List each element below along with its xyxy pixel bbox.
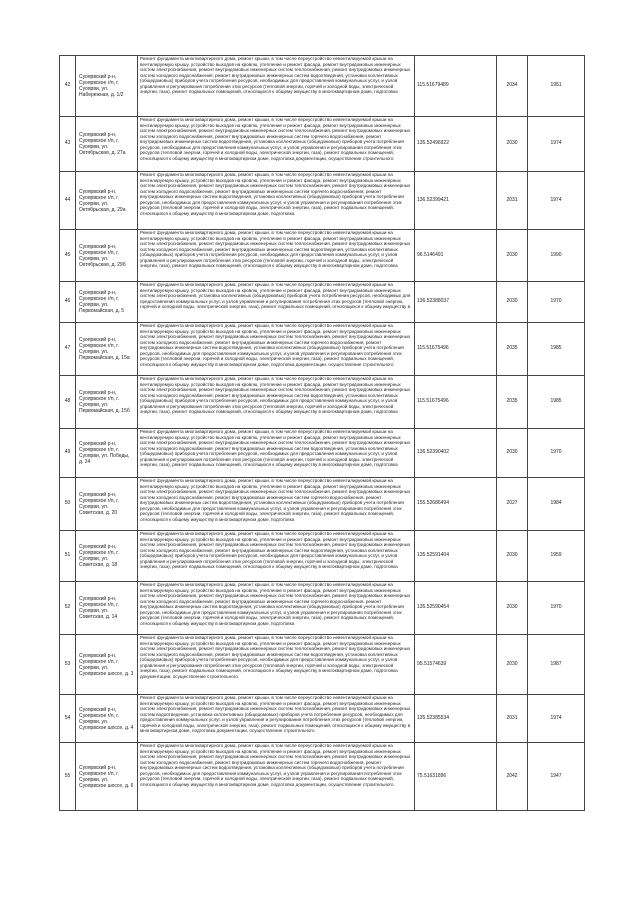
row-number-cell: 55 <box>60 743 76 811</box>
works-description-cell: Ремонт фундамента многоквартирного дома, ремонт крыши, в том числе переустройство невентилируемой крыши на вентилируемую крышу, устройство выходов на кровлю, утепление и ремонт фасада, ремонт внутридомовых инженерных систем электроснабжения, ремонт внутридомовых инженерных систем теплоснабжения, ремонт внутридомовых инженерных систем холодного водоснабжения, ремонт внутридомовых инженерных систем водоотведения, установка коллективных (общедомовых) приборов учета потребления ресурсов, необходимых для предоставления коммунальных услуг, и узлов управления и регулирования потребления этих ресурсов (тепловой энергии, горячей и холодной воды, электрической энергии, газа), ремонт подвальных помещений, относящихся к общему имуществу в многоквартирном доме, подготовка <box>138 531 415 582</box>
house-code-cell: 96.5146491 <box>415 230 497 282</box>
built-year-cell: 1974 <box>528 695 585 743</box>
table-row <box>60 582 585 635</box>
works-description-cell: Ремонт фундамента многоквартирного дома, ремонт крыши, в том числе переустройство невентилируемой крыши на вентилируемую крышу, устройство выходов на кровлю, утепление и ремонт фасада, ремонт внутридомовых инженерных систем электроснабжения, ремонт внутридомовых инженерных систем теплоснабжения, ремонт внутридомовых инженерных систем холодного водоснабжения, ремонт внутридомовых инженерных систем горячего водоснабжения, ремонт внутридомовых инженерных систем водоотведения, установка коллективных (общедомовых) приборов учета потребления ресурсов, необходимых для предоставления коммунальных услуг, и узлов управления и регулирования потребления этих ресурсов (тепловой энергии, горячей и холодной воды, электрической энергии, газа), ремонт подвальных помещений, относящихся к общему имуществу в многоквартирном доме, подготовка документации, осуществление строительного <box>138 323 415 376</box>
row-number-cell: 43 <box>60 117 76 172</box>
row-number-cell: 50 <box>60 478 76 531</box>
built-year-cell: 1970 <box>528 429 585 478</box>
address-cell: Суоярвский р-н, Суоярвское г/п, г. Суоярви, ул. Суоярвское шоссе, д. 3 <box>76 635 138 695</box>
built-year-cell: 1974 <box>528 172 585 230</box>
built-year-cell: 1974 <box>528 117 585 172</box>
house-code-cell: 136.52399421 <box>415 172 497 230</box>
planned-year-cell: 2035 <box>497 323 528 376</box>
house-code-cell: 95.51574639 <box>415 635 497 695</box>
planned-year-cell: 2030 <box>497 582 528 635</box>
row-number-cell: 51 <box>60 531 76 582</box>
built-year-cell: 1959 <box>528 531 585 582</box>
house-code-cell: 135.52591404 <box>415 531 497 582</box>
row-number-cell: 49 <box>60 429 76 478</box>
row-number-cell: 46 <box>60 282 76 323</box>
house-code-cell: 75.51631896 <box>415 743 497 811</box>
address-cell: Суоярвский р-н, Суоярвское г/п, г. Суоярви, ул. Набережная, д. 1/2 <box>76 56 138 117</box>
built-year-cell: 1985 <box>528 323 585 376</box>
planned-year-cell: 2042 <box>497 743 528 811</box>
table-row <box>60 531 585 582</box>
house-code-cell: 155.52686494 <box>415 478 497 531</box>
address-cell: Суоярвский р-н, Суоярвское г/п, г. Суоярви, ул. Победы, д. 24 <box>76 429 138 478</box>
house-code-cell: 115.51679489 <box>415 56 497 117</box>
table-row <box>60 56 585 117</box>
built-year-cell: 1985 <box>528 376 585 429</box>
address-cell: Суоярвский р-н, Суоярвское г/п, г. Суоярви, ул. Первомайская, д. 15а <box>76 323 138 376</box>
works-description-cell: Ремонт фундамента многоквартирного дома, ремонт крыши, в том числе переустройство невентилируемой крыши на вентилируемую крышу, устройство выходов на кровлю, утепление и ремонт фасада, ремонт внутридомовых инженерных систем электроснабжения, ремонт внутридомовых инженерных систем теплоснабжения, ремонт внутридомовых инженерных систем холодного водоснабжения, ремонт внутридомовых инженерных систем горячего водоснабжения, ремонт внутридомовых инженерных систем водоотведения, установка коллективных (общедомовых) приборов учета потребления ресурсов, необходимых для предоставления коммунальных услуг, и узлов управления и регулирования потребления этих ресурсов (тепловой энергии, горячей и холодной воды, электрической энергии, газа), ремонт подвальных помещений, относящихся к общему имуществу в многоквартирном доме, подготовка документации, осуществление строительного <box>138 117 415 172</box>
table-row <box>60 478 585 531</box>
works-description-cell: Ремонт фундамента многоквартирного дома, ремонт крыши, в том числе переустройство невентилируемой крыши на вентилируемую крышу, устройство выходов на кровлю, утепление и ремонт фасада, ремонт внутридомовых инженерных систем электроснабжения, ремонт внутридомовых инженерных систем теплоснабжения, ремонт внутридомовых инженерных систем холодного водоснабжения, ремонт внутридомовых инженерных систем горячего водоснабжения, ремонт внутридомовых инженерных систем водоотведения, установка коллективных (общедомовых) приборов учета потребления ресурсов, необходимых для предоставления коммунальных услуг, и узлов управления и регулирования потребления этих ресурсов (тепловой энергии, горячей и холодной воды, электрической энергии, газа), ремонт подвальных помещений, относящихся к общему имуществу в многоквартирном доме, подготовка <box>138 582 415 635</box>
row-number-cell: 45 <box>60 230 76 282</box>
table-row <box>60 429 585 478</box>
planned-year-cell: 2027 <box>497 478 528 531</box>
table-row <box>60 282 585 323</box>
address-cell: Суоярвский р-н, Суоярвское г/п, г. Суоярви, ул. Суоярвское шоссе, д. 6 <box>76 743 138 811</box>
works-description-cell: Ремонт фундамента многоквартирного дома, ремонт крыши, в том числе переустройство невентилируемой крыши на вентилируемую крышу, устройство выходов на кровлю, утепление и ремонт фасада, ремонт внутридомовых инженерных систем электроснабжения, ремонт внутридомовых инженерных систем теплоснабжения, ремонт внутридомовых инженерных систем холодного водоснабжения, ремонт внутридомовых инженерных систем водоотведения, установка коллективных (общедомовых) приборов учета потребления ресурсов, необходимых для предоставления коммунальных услуг, и узлов управления и регулирования потребления этих ресурсов (тепловой энергии, горячей и холодной воды, электрической энергии, газа), ремонт подвальных помещений, относящихся к общему имуществу в многоквартирном доме, подготовка <box>138 230 415 282</box>
row-number-cell: 44 <box>60 172 76 230</box>
table-row <box>60 635 585 695</box>
house-code-cell: 136.52390402 <box>415 429 497 478</box>
table-row <box>60 117 585 172</box>
built-year-cell: 1990 <box>528 230 585 282</box>
table-row <box>60 323 585 376</box>
address-cell: Суоярвский р-н, Суоярвское г/п, г. Суоярви, ул. Советская, д. 20 <box>76 478 138 531</box>
built-year-cell: 1947 <box>528 743 585 811</box>
works-description-cell: Ремонт фундамента многоквартирного дома, ремонт крыши, в том числе переустройство невентилируемой крыши на вентилируемую крышу, устройство выходов на кровлю, утепление и ремонт фасада, ремонт внутридомовых инженерных систем электроснабжения, ремонт внутридомовых инженерных систем теплоснабжения, ремонт внутридомовых инженерных систем холодного водоснабжения, ремонт внутридомовых инженерных систем водоотведения, установка коллективных (общедомовых) приборов учета потребления ресурсов, необходимых для предоставления коммунальных услуг, и узлов управления и регулирования потребления этих ресурсов (тепловой энергии, горячей и холодной воды, электрической энергии, газа), ремонт подвальных помещений, относящихся к общему имуществу в многоквартирном доме, подготовка <box>138 376 415 429</box>
house-code-cell: 136.52388037 <box>415 282 497 323</box>
address-cell: Суоярвский р-н, Суоярвское г/п, г. Суоярви, ул. Советская, д. 18 <box>76 531 138 582</box>
built-year-cell: 1987 <box>528 635 585 695</box>
address-cell: Суоярвский р-н, Суоярвское г/п, г. Суоярви, ул. Суоярвское шоссе, д. 4 <box>76 695 138 743</box>
row-number-cell: 54 <box>60 695 76 743</box>
built-year-cell: 1984 <box>528 478 585 531</box>
works-description-cell: Ремонт фундамента многоквартирного дома, ремонт крыши, в том числе переустройство невентилируемой крыши на вентилируемую крышу, устройство выходов на кровлю, утепление и ремонт фасада, ремонт внутридомовых инженерных систем электроснабжения, ремонт внутридомовых инженерных систем теплоснабжения, ремонт внутридомовых инженерных систем холодного водоснабжения, ремонт внутридомовых инженерных систем горячего водоснабжения, ремонт внутридомовых инженерных систем водоотведения, установка коллективных (общедомовых) приборов учета потребления ресурсов, необходимых для предоставления коммунальных услуг, и узлов управления и регулирования потребления этих ресурсов (тепловой энергии, горячей и холодной воды, электрической энергии, газа), ремонт подвальных помещений, относящихся к общему имуществу в многоквартирном доме, подготовка <box>138 172 415 230</box>
planned-year-cell: 2031 <box>497 695 528 743</box>
address-cell: Суоярвский р-н, Суоярвское г/п, г. Суоярви, ул. Октябрьская, д. 29а <box>76 172 138 230</box>
house-code-cell: 115.51675496 <box>415 376 497 429</box>
planned-year-cell: 2030 <box>497 635 528 695</box>
house-code-cell: 135.52496922 <box>415 117 497 172</box>
row-number-cell: 53 <box>60 635 76 695</box>
address-cell: Суоярвский р-н, Суоярвское г/п, г. Суоярви, ул. Первомайская, д. 15б <box>76 376 138 429</box>
table-row <box>60 172 585 230</box>
planned-year-cell: 2031 <box>497 172 528 230</box>
planned-year-cell: 2030 <box>497 117 528 172</box>
built-year-cell: 1951 <box>528 56 585 117</box>
address-cell: Суоярвский р-н, Суоярвское г/п, г. Суоярви, ул. Октябрьская, д. 29б <box>76 230 138 282</box>
works-description-cell: Ремонт фундамента многоквартирного дома, ремонт крыши, в том числе переустройство невентилируемой крыши на вентилируемую крышу, устройство выходов на кровлю, утепление и ремонт фасада, ремонт внутридомовых инженерных систем электроснабжения, ремонт внутридомовых инженерных систем теплоснабжения, ремонт внутридомовых инженерных систем водоотведения, установка коллективных (общедомовых) приборов учета потребления ресурсов, необходимых для предоставления коммунальных услуг, и узлов управления и регулирования потребления этих ресурсов (тепловой энергии, горячей и холодной воды, электрической энергии, газа), ремонт подвальных помещений, относящихся к общему имуществу в многоквартирном доме, подготовка документации, осуществление строительного <box>138 695 415 743</box>
address-cell: Суоярвский р-н, Суоярвское г/п, г. Суоярви, ул. Советская, д. 14 <box>76 582 138 635</box>
repair-program-table <box>59 55 585 811</box>
works-description-cell: Ремонт фундамента многоквартирного дома, ремонт крыши, в том числе переустройство невентилируемой крыши на вентилируемую крышу, устройство выходов на кровлю, утепление и ремонт фасада, ремонт внутридомовых инженерных систем электроснабжения, ремонт внутридомовых инженерных систем теплоснабжения, ремонт внутридомовых инженерных систем холодного водоснабжения, ремонт внутридомовых инженерных систем водоотведения, установка коллективных (общедомовых) приборов учета потребления ресурсов, необходимых для предоставления коммунальных услуг, и узлов управления и регулирования потребления этих ресурсов (тепловой энергии, горячей и холодной воды, электрической энергии, газа), ремонт подвальных помещений, относящихся к общему имуществу в многоквартирном доме, подготовка <box>138 56 415 117</box>
table-row <box>60 376 585 429</box>
row-number-cell: 47 <box>60 323 76 376</box>
works-description-cell: Ремонт фундамента многоквартирного дома, ремонт крыши, в том числе переустройство невентилируемой крыши на вентилируемую крышу, устройство выходов на кровлю, утепление и ремонт фасада, ремонт внутридомовых инженерных систем электроснабжения, ремонт внутридомовых инженерных систем теплоснабжения, ремонт внутридомовых инженерных систем холодного водоснабжения, ремонт внутридомовых инженерных систем горячего водоснабжения, ремонт внутридомовых инженерных систем водоотведения, установка коллективных (общедомовых) приборов учета потребления ресурсов, необходимых для предоставления коммунальных услуг, и узлов управления и регулирования потребления этих ресурсов (тепловой энергии, горячей и холодной воды, электрической энергии, газа), ремонт подвальных помещений, относящихся к общему имуществу в многоквартирном доме, подготовка <box>138 478 415 531</box>
planned-year-cell: 2030 <box>497 230 528 282</box>
house-code-cell: 115.51675496 <box>415 323 497 376</box>
row-number-cell: 48 <box>60 376 76 429</box>
built-year-cell: 1970 <box>528 282 585 323</box>
built-year-cell: 1970 <box>528 582 585 635</box>
house-code-cell: 135.52590454 <box>415 582 497 635</box>
works-description-cell: Ремонт фундамента многоквартирного дома, ремонт крыши, в том числе переустройство невентилируемой крыши на вентилируемую крышу, устройство выходов на кровлю, утепление и ремонт фасада, ремонт внутридомовых инженерных систем электроснабжения, ремонт внутридомовых инженерных систем теплоснабжения, ремонт внутридомовых инженерных систем холодного водоснабжения, ремонт внутридомовых инженерных систем водоотведения, установка коллективных (общедомовых) приборов учета потребления ресурсов, необходимых для предоставления коммунальных услуг, и узлов управления и регулирования потребления этих ресурсов (тепловой энергии, горячей и холодной воды, электрической энергии, газа), ремонт подвальных помещений, относящихся к общему имуществу в многоквартирном доме, подготовка <box>138 429 415 478</box>
table-row <box>60 743 585 811</box>
planned-year-cell: 2030 <box>497 429 528 478</box>
table-row <box>60 230 585 282</box>
planned-year-cell: 2034 <box>497 56 528 117</box>
row-number-cell: 52 <box>60 582 76 635</box>
planned-year-cell: 2030 <box>497 282 528 323</box>
table-row <box>60 695 585 743</box>
works-description-cell: Ремонт фундамента многоквартирного дома, ремонт крыши, в том числе переустройство невентилируемой крыши на вентилируемую крышу, устройство выходов на кровлю, утепление и ремонт фасада, ремонт внутридомовых инженерных систем электроснабжения, ремонт внутридомовых инженерных систем теплоснабжения, ремонт внутридомовых инженерных систем холодного водоснабжения, ремонт внутридомовых инженерных систем горячего водоснабжения, ремонт внутридомовых инженерных систем водоотведения, установка коллективных (общедомовых) приборов учета потребления ресурсов, необходимых для предоставления коммунальных услуг, и узлов управления и регулирования потребления этих ресурсов (тепловой энергии, горячей и холодной воды, электрической энергии, газа), ремонт подвальных помещений, относящихся к общему имуществу в многоквартирном доме, подготовка документации, осуществление строительного <box>138 743 415 811</box>
works-description-cell: Ремонт фундамента многоквартирного дома, ремонт крыши, в том числе переустройство невентилируемой крыши на вентилируемую крышу, устройство выходов на кровлю, утепление и ремонт фасада, ремонт внутридомовых инженерных систем электроснабжения, ремонт внутридомовых инженерных систем теплоснабжения, ремонт внутридомовых инженерных систем холодного водоснабжения, ремонт внутридомовых инженерных систем водоотведения, установка коллективных (общедомовых) приборов учета потребления ресурсов, необходимых для предоставления коммунальных услуг, и узлов управления и регулирования потребления этих ресурсов (тепловой энергии, горячей и холодной воды, электрической энергии, газа), ремонт подвальных помещений, относящихся к общему имуществу в многоквартирном доме, подготовка документации, осуществление строительного <box>138 635 415 695</box>
works-description-cell: Ремонт фундамента многоквартирного дома, ремонт крыши, в том числе переустройство невентилируемой крыши на вентилируемую крышу, устройство выходов на кровлю, утепление и ремонт фасада, ремонт внутридомовых инженерных систем электроснабжения, установка коллективных (общедомовых) приборов учета потребления ресурсов, необходимых для предоставления коммунальных услуг, и узлов управления и регулирования потребления этих ресурсов (тепловой энергии, горячей и холодной воды, электрической энергии, газа), ремонт подвальных помещений, относящихся к общему имуществу в <box>138 282 415 323</box>
planned-year-cell: 2035 <box>497 376 528 429</box>
address-cell: Суоярвский р-н, Суоярвское г/п, г. Суоярви, ул. Первомайская, д. 5 <box>76 282 138 323</box>
row-number-cell: 42 <box>60 56 76 117</box>
house-code-cell: 135.52385534 <box>415 695 497 743</box>
planned-year-cell: 2030 <box>497 531 528 582</box>
address-cell: Суоярвский р-н, Суоярвское г/п, г. Суоярви, ул. Октябрьская, д. 27а <box>76 117 138 172</box>
